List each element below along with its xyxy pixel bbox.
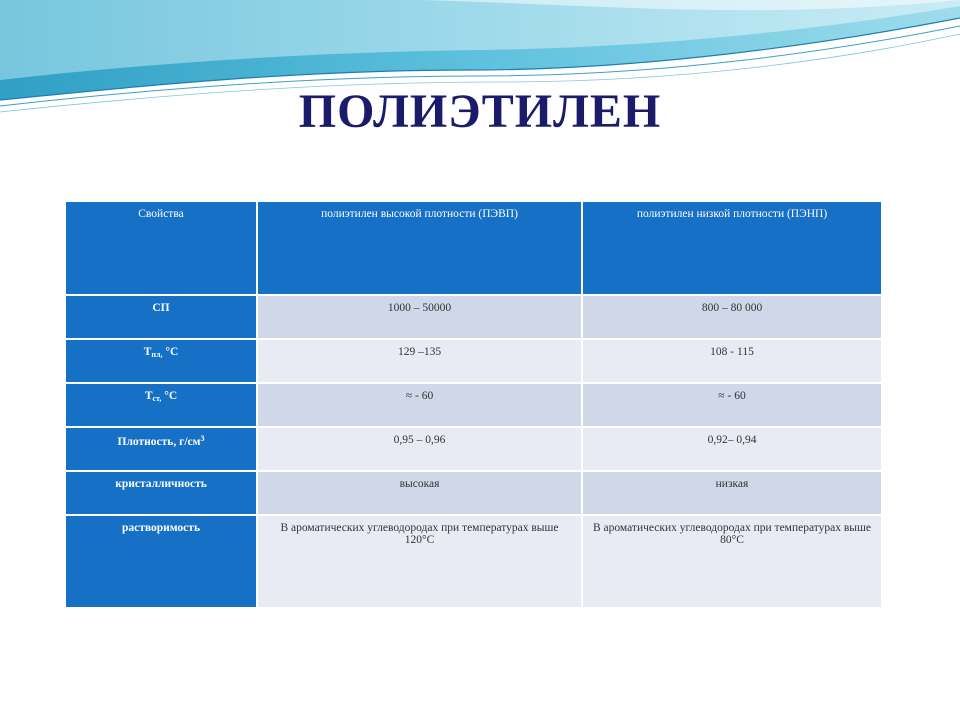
properties-table xyxy=(64,200,883,609)
page-title: ПОЛИЭТИЛЕН xyxy=(298,85,662,138)
cell-hdpe: 129 –135 xyxy=(257,339,582,383)
cell-ldpe: 108 - 115 xyxy=(582,339,882,383)
cell-ldpe: 0,92– 0,94 xyxy=(582,427,882,471)
header-ldpe: полиэтилен низкой плотности (ПЭНП) xyxy=(582,201,882,295)
row-label-crystallinity: кристалличность xyxy=(65,471,257,515)
row-label-degree-of-polymerization: СП xyxy=(65,295,257,339)
table-row xyxy=(65,295,882,339)
cell-hdpe: В ароматических углеводородах при температурах выше 120°С xyxy=(257,515,582,608)
header-hdpe: полиэтилен высокой плотности (ПЭВП) xyxy=(257,201,582,295)
cell-ldpe: В ароматических углеводородах при температурах выше 80°С xyxy=(582,515,882,608)
header-properties: Свойства xyxy=(65,201,257,295)
table-row xyxy=(65,427,882,471)
row-label-melting-temperature: $Т_{пл,}$ °С xyxy=(65,339,257,383)
cell-hdpe: 1000 – 50000 xyxy=(257,295,582,339)
cell-hdpe: ≈ - 60 xyxy=(257,383,582,427)
table-row xyxy=(65,471,882,515)
cell-hdpe: высокая xyxy=(257,471,582,515)
row-label-solubility: растворимость xyxy=(65,515,257,608)
row-label-density: Плотность, $г/см^3$ xyxy=(65,427,257,471)
cell-hdpe: 0,95 – 0,96 xyxy=(257,427,582,471)
table-row xyxy=(65,383,882,427)
cell-ldpe: 800 – 80 000 xyxy=(582,295,882,339)
cell-ldpe: ≈ - 60 xyxy=(582,383,882,427)
table-header-row xyxy=(65,201,882,295)
table-row xyxy=(65,339,882,383)
table-row xyxy=(65,515,882,608)
row-label-glass-transition: $Т_{ст,}$ °С xyxy=(65,383,257,427)
cell-ldpe: низкая xyxy=(582,471,882,515)
